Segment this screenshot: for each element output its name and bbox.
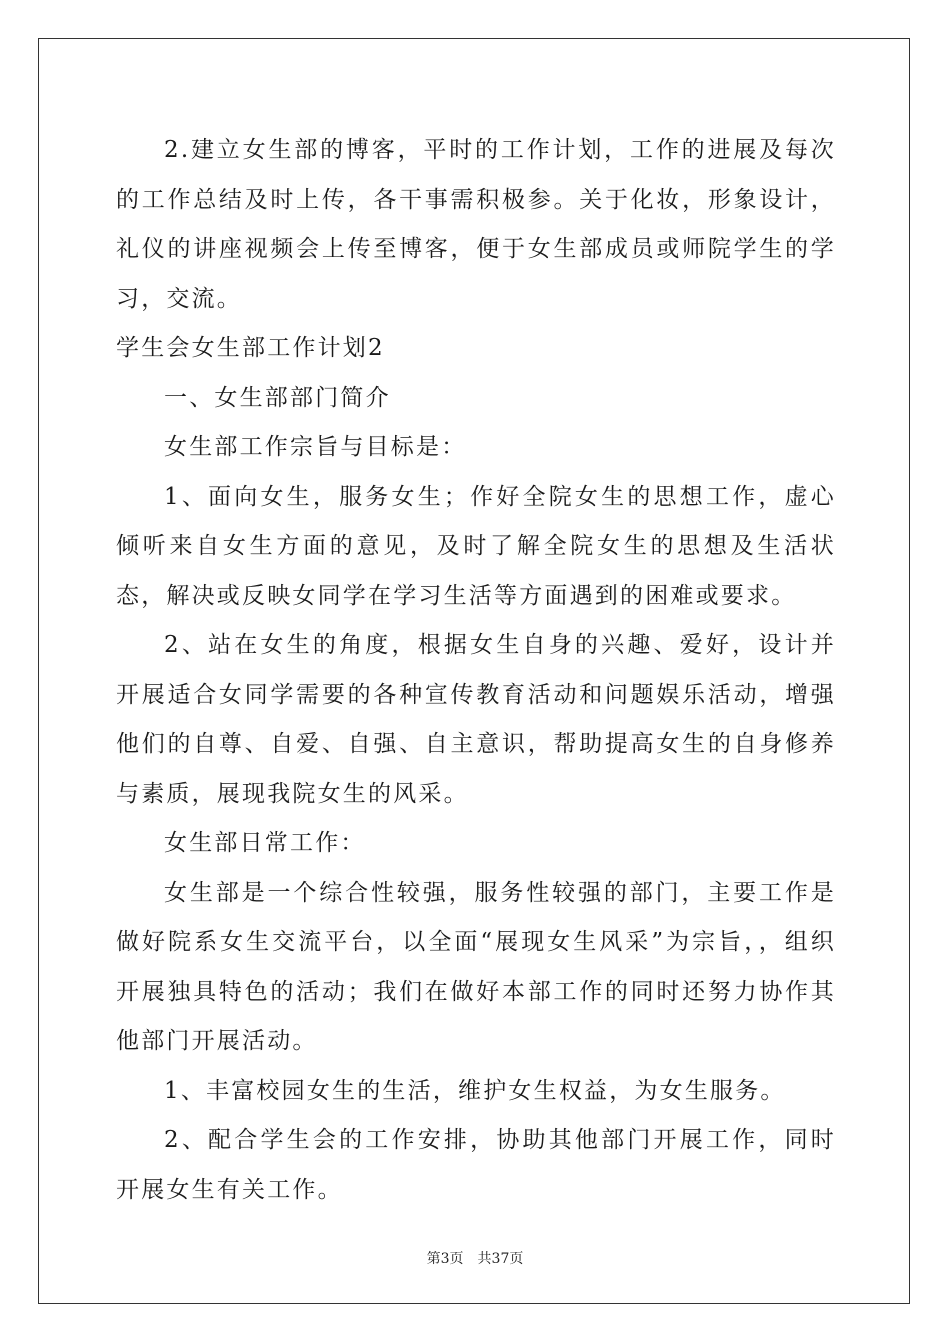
section-title: 学生会女生部工作计划2: [116, 335, 385, 361]
paragraph: 1、丰富校园女生的生活，维护女生权益，为女生服务。: [164, 1077, 786, 1104]
paragraph: 女生部日常工作：: [164, 830, 366, 856]
paragraph: 2、配合学生会的工作安排，协助其他部门开展工作，同时开展女生有关工作。: [116, 1127, 836, 1203]
page-total: 共37页: [477, 1251, 524, 1267]
page-number: 第3页: [426, 1251, 464, 1267]
paragraph: 一、女生部部门简介: [164, 384, 391, 411]
document-body: [116, 126, 836, 1215]
paragraph: 女生部是一个综合性较强，服务性较强的部门，主要工作是做好院系女生交流平台，以全面“展现女生风采”为宗旨，，组织开展独具特色的活动；我们在做好本部工作的同时还努力协作其他部门开展活动。: [116, 879, 836, 1054]
paragraph: 女生部工作宗旨与目标是：: [164, 434, 467, 460]
paragraph: 2、站在女生的角度，根据女生自身的兴趣、爱好，设计并开展适合女同学需要的各种宣传教育活动和问题娱乐活动，增强他们的自尊、自爱、自强、自主意识，帮助提高女生的自身修养与素质，展现我院女生的风采。: [116, 632, 836, 807]
paragraph: 2.建立女生部的博客，平时的工作计划，工作的进展及每次的工作总结及时上传，各干事需积极参。关于化妆，形象设计，礼仪的讲座视频会上传至博客，便于女生部成员或师院学生的学习，交流。: [116, 137, 836, 312]
page-footer: [0, 1248, 950, 1268]
paragraph: 1、面向女生，服务女生；作好全院女生的思想工作，虚心倾听来自女生方面的意见，及时了解全院女生的思想及生活状态，解决或反映女同学在学习生活等方面遇到的困难或要求。: [116, 483, 836, 609]
